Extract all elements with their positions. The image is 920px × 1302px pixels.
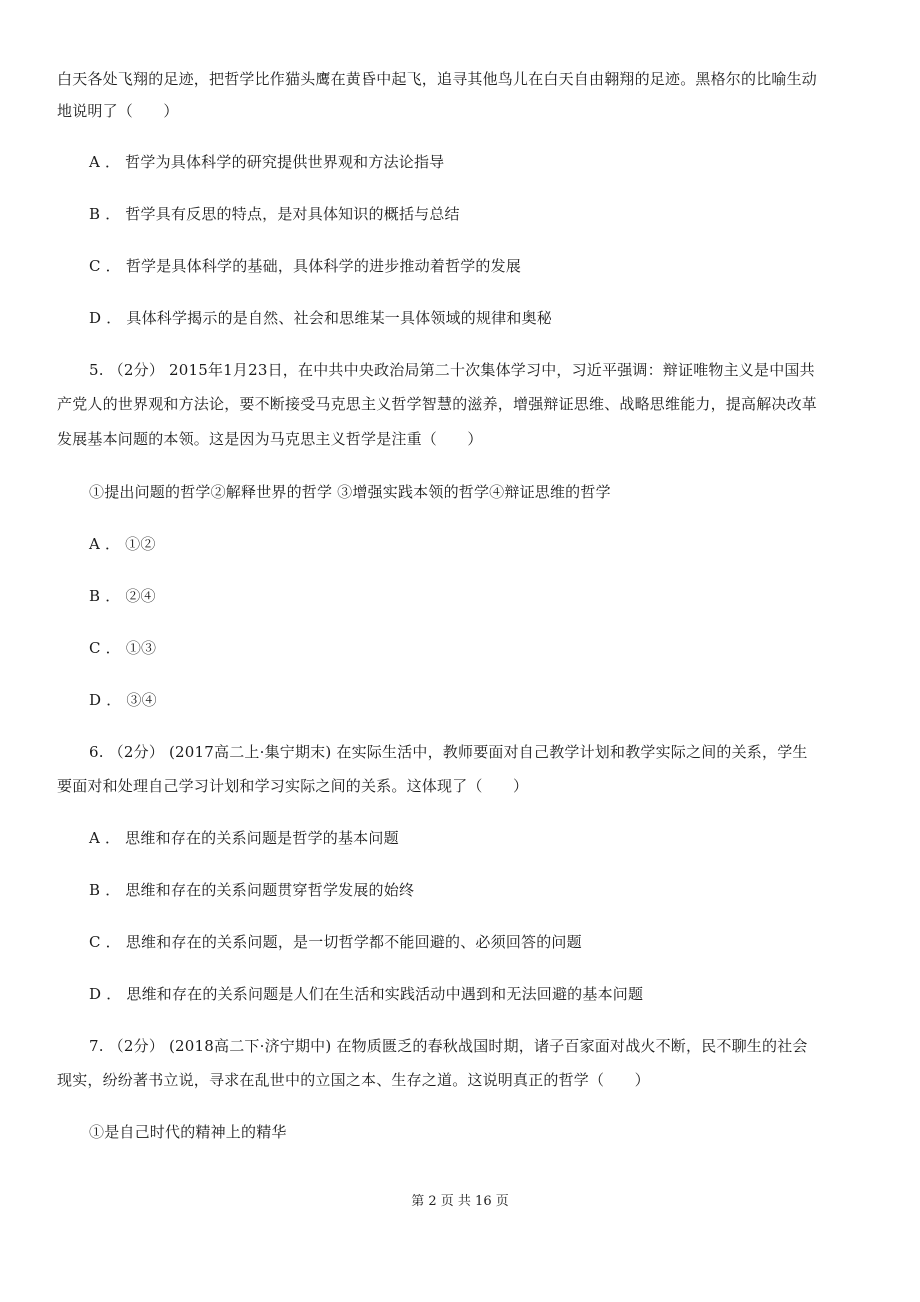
q5-stem-line-2: 产党人的世界观和方法论，要不断接受马克思主义哲学智慧的滋养，增强辩证思维、战略思维能力，提高解决改革 (57, 395, 818, 413)
q6-option-c: C ． 思维和存在的关系问题，是一切哲学都不能回避的、必须回答的问题 (89, 933, 582, 951)
page-footer: 第 2 页 共 16 页 (411, 1194, 509, 1209)
q7-stem-line-2: 现实，纷纷著书立说，寻求在乱世中的立国之本、生存之道。这说明真正的哲学（ ） (57, 1071, 650, 1089)
q6-stem-line-1: 6. （2分） (2017高二上·集宁期末) 在实际生活中，教师要面对自己教学计划和教学实际之间的关系，学生 (89, 743, 808, 761)
q4-stem-line-1: 白天各处飞翔的足迹，把哲学比作猫头鹰在黄昏中起飞，追寻其他鸟儿在白天自由翱翔的足迹。黑格尔的比喻生动 (57, 70, 818, 88)
q6-option-a: A ． 思维和存在的关系问题是哲学的基本问题 (89, 829, 399, 847)
q5-stem-line-1: 5. （2分） 2015年1月23日，在中共中央政治局第二十次集体学习中，习近平强调：辩证唯物主义是中国共 (89, 361, 815, 379)
q7-statements: ①是自己时代的精神上的精华 (89, 1123, 287, 1141)
q5-option-b: B ． ②④ (89, 587, 156, 605)
q4-option-d: D ． 具体科学揭示的是自然、社会和思维某一具体领域的规律和奥秘 (89, 309, 552, 327)
q4-option-a: A ． 哲学为具体科学的研究提供世界观和方法论指导 (89, 153, 445, 171)
q7-stem-line-1: 7. （2分） (2018高二下·济宁期中) 在物质匮乏的春秋战国时期，诸子百家面对战火不断，民不聊生的社会 (89, 1037, 808, 1055)
q6-option-b: B ． 思维和存在的关系问题贯穿哲学发展的始终 (89, 881, 415, 899)
q5-option-a: A ． ①② (89, 535, 156, 553)
q5-option-c: C ． ①③ (89, 639, 157, 657)
q6-stem-line-2: 要面对和处理自己学习计划和学习实际之间的关系。这体现了（ ） (57, 777, 529, 795)
q4-option-b: B ． 哲学具有反思的特点，是对具体知识的概括与总结 (89, 205, 460, 223)
q5-stem-line-3: 发展基本问题的本领。这是因为马克思主义哲学是注重（ ） (57, 430, 483, 448)
q5-statements: ①提出问题的哲学②解释世界的哲学 ③增强实践本领的哲学④辩证思维的哲学 (89, 483, 611, 501)
q4-option-c: C ． 哲学是具体科学的基础，具体科学的进步推动着哲学的发展 (89, 257, 522, 275)
q5-option-d: D ． ③④ (89, 691, 157, 709)
q6-option-d: D ． 思维和存在的关系问题是人们在生活和实践活动中遇到和无法回避的基本问题 (89, 985, 644, 1003)
q4-stem-line-2: 地说明了（ ） (57, 102, 179, 120)
